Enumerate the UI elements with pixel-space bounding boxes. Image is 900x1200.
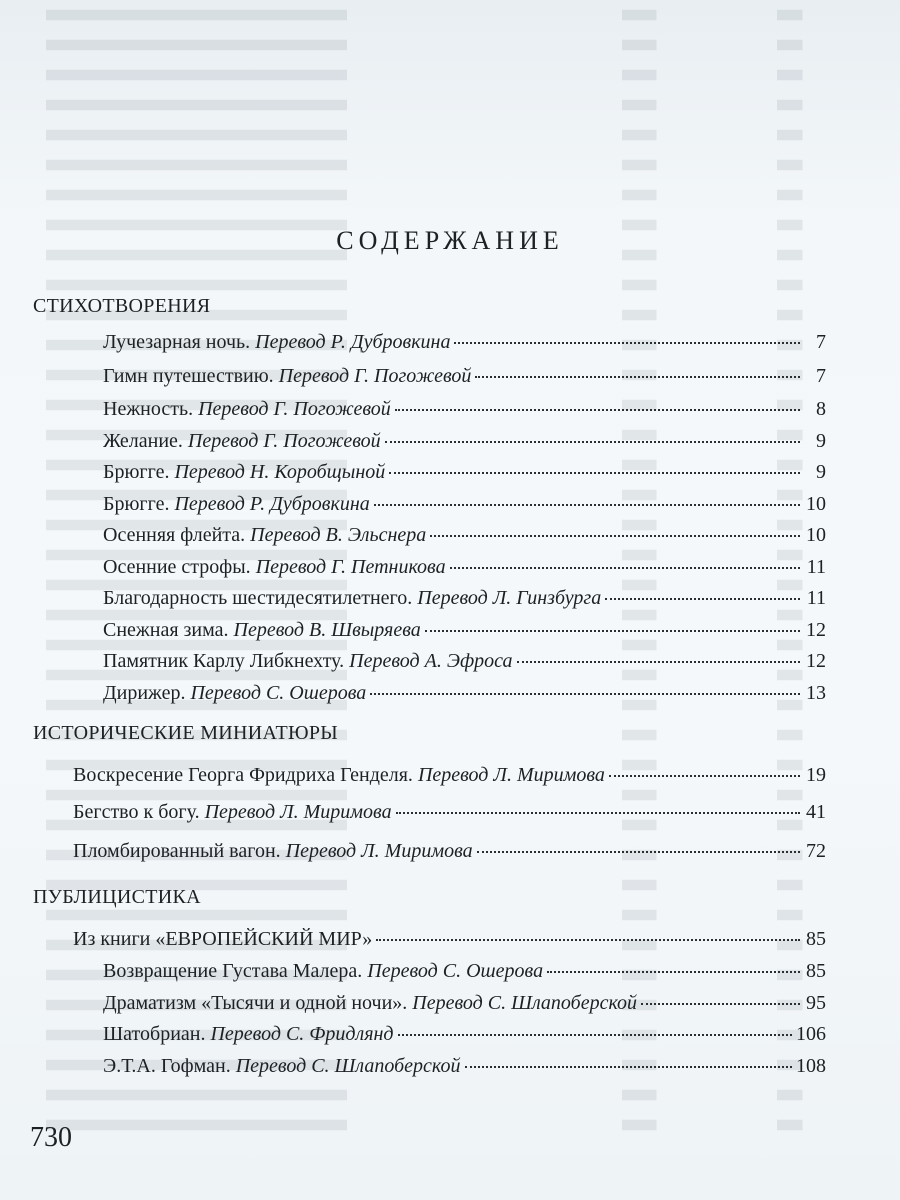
- entry-title: Воскресение Георга Фридриха Генделя.: [73, 764, 413, 786]
- entry-title: Из книги «ЕВРОПЕЙСКИЙ МИР»: [73, 928, 373, 950]
- entry-translator: Перевод С. Фридлянд: [210, 1023, 394, 1045]
- entry-title: Лучезарная ночь.: [103, 331, 251, 353]
- entry-title: Бегство к богу.: [73, 801, 200, 823]
- entry-title: Пломбированный вагон.: [73, 840, 281, 862]
- entry-title: Дирижер.: [103, 682, 186, 704]
- dot-leader: [395, 409, 800, 411]
- toc-entry: [103, 1023, 826, 1049]
- entry-page: 7: [816, 331, 826, 353]
- entry-title: Нежность.: [103, 398, 194, 420]
- toc-entry: [73, 928, 826, 954]
- section-title: СТИХОТВОРЕНИЯ: [33, 295, 211, 317]
- dot-leader: [609, 775, 800, 777]
- toc-entry: [103, 619, 826, 645]
- dot-leader: [389, 472, 800, 474]
- toc-entry: [103, 365, 826, 391]
- toc-entry: [103, 461, 826, 487]
- toc-entry: [103, 682, 826, 708]
- toc-entry: [103, 556, 826, 582]
- toc-entry: [103, 430, 826, 456]
- dot-leader: [517, 661, 800, 663]
- entry-title: Драматизм «Тысячи и одной ночи».: [103, 992, 408, 1014]
- section-title: ПУБЛИЦИСТИКА: [33, 886, 201, 908]
- toc-entry: [73, 801, 826, 827]
- entry-translator: Перевод Г. Погожевой: [278, 365, 472, 387]
- entry-title: Осенние строфы.: [103, 556, 251, 578]
- dot-leader: [376, 939, 800, 941]
- section-title: ИСТОРИЧЕСКИЕ МИНИАТЮРЫ: [33, 722, 339, 744]
- dot-leader: [398, 1034, 792, 1036]
- entry-translator: Перевод Л. Гинзбурга: [417, 587, 602, 609]
- entry-translator: Перевод С. Ошерова: [190, 682, 367, 704]
- entry-page: 13: [806, 682, 826, 704]
- entry-translator: Перевод С. Шлапоберской: [235, 1055, 461, 1077]
- entry-translator: Перевод В. Швыряева: [233, 619, 421, 641]
- dot-leader: [477, 851, 800, 853]
- dot-leader: [430, 535, 800, 537]
- entry-page: 85: [806, 960, 826, 982]
- entry-translator: Перевод Р. Дубровкина: [255, 331, 451, 353]
- entry-title: Гимн путешествию.: [103, 365, 274, 387]
- toc-entry: [103, 992, 826, 1018]
- entry-page: 41: [806, 801, 826, 823]
- dot-leader: [475, 376, 800, 378]
- entry-page: 10: [806, 493, 826, 515]
- entry-page: 11: [806, 556, 826, 578]
- dot-leader: [450, 567, 800, 569]
- entry-title: Брюгге.: [103, 493, 170, 515]
- entry-title: Осенняя флейта.: [103, 524, 246, 546]
- dot-leader: [425, 630, 800, 632]
- toc-entry: [103, 1055, 826, 1081]
- entry-title: Желание.: [103, 430, 183, 452]
- dot-leader: [370, 693, 800, 695]
- entry-title: Э.Т.А. Гофман.: [103, 1055, 231, 1077]
- toc-entry: [103, 398, 826, 424]
- dot-leader: [385, 441, 800, 443]
- toc-entry: [73, 840, 826, 866]
- toc-entry: [103, 331, 826, 357]
- toc-entry: [103, 587, 826, 613]
- entry-page: 7: [816, 365, 826, 387]
- entry-translator: Перевод В. Эльснера: [250, 524, 427, 546]
- toc-entry: [73, 764, 826, 790]
- entry-page: 12: [806, 619, 826, 641]
- toc-entry: [103, 650, 826, 676]
- dot-leader: [396, 812, 800, 814]
- entry-page: 19: [806, 764, 826, 786]
- entry-translator: Перевод Л. Миримова: [417, 764, 605, 786]
- entry-page: 11: [806, 587, 826, 609]
- entry-page: 9: [816, 430, 826, 452]
- entry-page: 108: [796, 1055, 826, 1077]
- dot-leader: [454, 342, 800, 344]
- entry-translator: Перевод С. Ошерова: [367, 960, 544, 982]
- dot-leader: [465, 1066, 792, 1068]
- entry-page: 9: [816, 461, 826, 483]
- entry-translator: Перевод Г. Погожевой: [198, 398, 391, 420]
- entry-title: Памятник Карлу Либкнехту.: [103, 650, 345, 672]
- entry-page: 95: [806, 992, 826, 1014]
- entry-translator: Перевод Н. Коробщыной: [174, 461, 386, 483]
- entry-page: 106: [796, 1023, 826, 1045]
- toc-entry: [103, 960, 826, 986]
- entry-translator: Перевод Г. Погожевой: [187, 430, 381, 452]
- page-number: 730: [30, 1122, 72, 1153]
- entry-translator: Перевод Л. Миримова: [204, 801, 392, 823]
- toc-entry: [103, 524, 826, 550]
- dot-leader: [605, 598, 800, 600]
- dot-leader: [641, 1003, 800, 1005]
- entry-title: Возвращение Густава Малера.: [103, 960, 363, 982]
- entry-page: 85: [806, 928, 826, 950]
- entry-translator: Перевод А. Эфроса: [349, 650, 513, 672]
- dot-leader: [547, 971, 800, 973]
- entry-translator: Перевод Л. Миримова: [285, 840, 473, 862]
- entry-title: Снежная зима.: [103, 619, 229, 641]
- toc-entry: [103, 493, 826, 519]
- entry-page: 12: [806, 650, 826, 672]
- entry-page: 10: [806, 524, 826, 546]
- entry-title: Брюгге.: [103, 461, 170, 483]
- entry-page: 8: [816, 398, 826, 420]
- page-title: СОДЕРЖАНИЕ: [336, 226, 564, 255]
- entry-page: 72: [806, 840, 826, 862]
- entry-translator: Перевод Г. Петникова: [255, 556, 446, 578]
- dot-leader: [374, 504, 800, 506]
- entry-translator: Перевод С. Шлапоберской: [412, 992, 638, 1014]
- entry-title: Шатобриан.: [103, 1023, 206, 1045]
- entry-title: Благодарность шестидесятилетнего.: [103, 587, 413, 609]
- entry-translator: Перевод Р. Дубровкина: [174, 493, 370, 515]
